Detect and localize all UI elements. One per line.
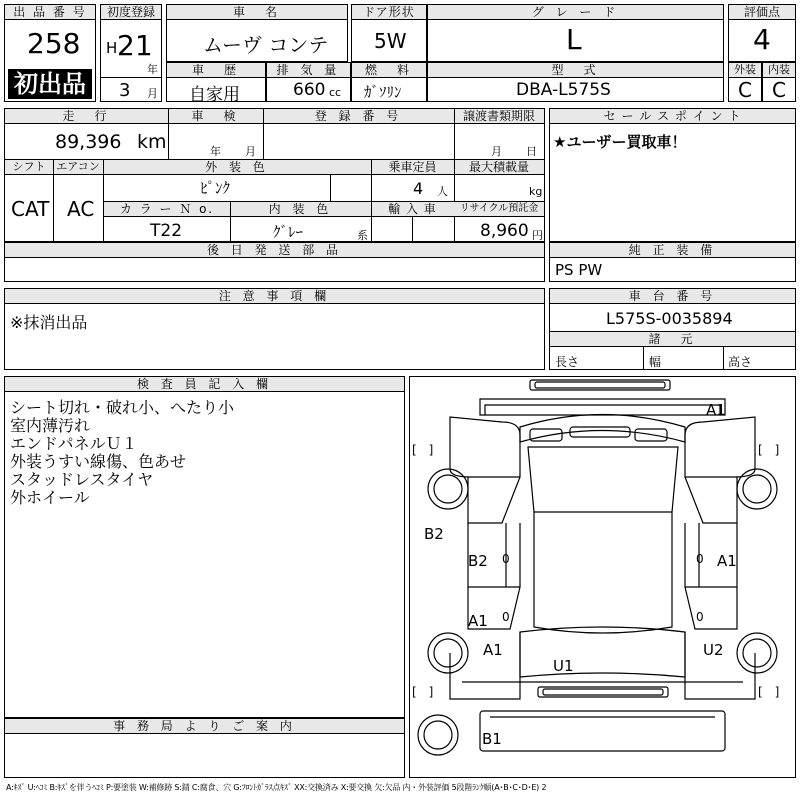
mark-rear-hatch: U1: [553, 657, 574, 675]
office-section: [4, 718, 405, 778]
grade-header: グ レ ー ド: [428, 5, 723, 20]
car-name-value: ムーヴ コンテ: [203, 33, 329, 57]
specs-length: 長さ: [555, 355, 580, 369]
mark-left-rear-fender: A1: [483, 641, 503, 659]
mark-right-front-door: A1: [717, 552, 737, 570]
exterior-color-value: ﾋﾟﾝｸ: [200, 179, 231, 197]
mark-zero: 0: [502, 552, 510, 566]
chassis-section: [549, 288, 796, 370]
office-header: 事 務 局 よ り ご 案 内: [5, 719, 404, 734]
car-outline: [410, 377, 795, 777]
exterior-grade-value: C: [738, 78, 752, 102]
inspection-year-unit: 年: [210, 145, 221, 158]
fuel-header: 燃 料: [352, 63, 426, 78]
interior-color-unit: 系: [357, 229, 368, 242]
capacity-header: 乗車定員: [371, 160, 454, 175]
history-header: 車 歴: [167, 63, 265, 78]
mark-right-rear-fender: U2: [703, 641, 724, 659]
fuel-value: ｶﾞｿﾘﾝ: [364, 83, 402, 101]
mileage-unit: km: [137, 131, 167, 153]
history-section: [166, 62, 266, 105]
score-value: 4: [753, 23, 771, 56]
score-header: 評価点: [729, 5, 795, 20]
later-parts-section: [4, 242, 545, 282]
genuine-equipment-section: [549, 242, 796, 282]
score-section: [728, 4, 796, 62]
max-load-unit: kg: [529, 185, 543, 198]
inspector-line: エンドパネルＵ１: [10, 434, 138, 453]
inspector-section: [4, 376, 405, 718]
notes-value: ※抹消出品: [10, 313, 88, 332]
mark-rear-bumper: B1: [482, 730, 502, 748]
displacement-section: [266, 62, 351, 102]
exterior-color-header: 外 装 色: [103, 160, 371, 175]
car-name-header: 車 名: [167, 5, 347, 20]
mark-left-rear-door: A1: [468, 612, 488, 630]
inspector-header: 検 査 員 記 入 欄: [5, 377, 404, 392]
transfer-month-unit: 月: [491, 145, 502, 158]
color-no-value: T22: [150, 221, 183, 241]
car-name-section: [166, 4, 348, 62]
recycle-value: 8,960: [480, 221, 529, 241]
exterior-grade-header: 外装: [729, 63, 761, 78]
aircon-value: AC: [67, 197, 95, 221]
sales-point-header: セ ー ル ス ポ イ ン ト: [550, 109, 795, 124]
specs-header: 諸 元: [550, 331, 795, 347]
shift-value: CAT: [11, 197, 50, 221]
interior-grade-section: [762, 62, 796, 102]
model-type-value: DBA-L575S: [516, 80, 611, 100]
inspection-header: 車 検: [168, 109, 263, 124]
notes-header: 注 意 事 項 欄: [5, 289, 544, 304]
model-type-section: [427, 62, 724, 102]
details-block: [4, 108, 545, 242]
inspector-line: スタッドレスタイヤ: [10, 470, 154, 489]
bracket-left-top: [ ]: [412, 443, 434, 457]
inspector-line: 外装うすい線傷、色あせ: [10, 452, 187, 471]
recycle-header: リサイクル預託金: [454, 202, 544, 217]
inspector-line: 室内薄汚れ: [10, 416, 91, 435]
notes-section: [4, 288, 545, 370]
mark-zero: 0: [696, 610, 704, 624]
car-diagram: [409, 376, 796, 778]
transfer-doc-header: 譲渡書類期限: [454, 109, 544, 124]
transfer-day-unit: 日: [526, 145, 537, 158]
history-value: 自家用: [189, 85, 240, 105]
bracket-right-bottom: [ ]: [758, 685, 780, 699]
inspector-line: シート切れ・破れ小、へたり小: [10, 398, 235, 417]
registration-month: 3: [119, 80, 131, 101]
bracket-left-bottom: [ ]: [412, 685, 434, 699]
bracket-right-top: [ ]: [758, 443, 780, 457]
interior-color-value: ｸﾞﾚｰ: [273, 223, 304, 241]
interior-color-header: 内 装 色: [230, 202, 371, 217]
lot-section: [4, 4, 96, 102]
inspector-line: 外ホイール: [10, 488, 90, 507]
reg-number-header: 登 録 番 号: [263, 109, 454, 124]
year-unit: 年: [147, 63, 158, 76]
specs-width: 幅: [649, 355, 662, 369]
registration-section: [100, 4, 162, 102]
door-section: [351, 4, 427, 62]
grade-section: [427, 4, 724, 62]
max-load-header: 最大積載量: [454, 160, 544, 175]
displacement-value: 660: [293, 80, 326, 100]
mark-front-right: A1: [706, 401, 726, 419]
mark-left-front-fender: B2: [424, 525, 444, 543]
lot-number: 258: [27, 27, 81, 60]
lot-header: 出 品 番 号: [5, 5, 95, 20]
registration-year: 21: [117, 29, 153, 62]
mark-left-front-door: B2: [468, 552, 488, 570]
registration-header: 初度登録: [101, 5, 161, 20]
inspection-month-unit: 月: [245, 145, 256, 158]
sales-point-value: ★ユーザー買取車！: [553, 133, 687, 151]
month-unit: 月: [147, 87, 158, 100]
mark-zero: 0: [696, 552, 704, 566]
chassis-value: L575S-0035894: [606, 309, 733, 328]
door-value: 5W: [374, 29, 407, 53]
fuel-section: [351, 62, 427, 102]
shift-header: シフト: [5, 160, 53, 175]
first-listing-badge: 初出品: [8, 69, 92, 99]
mark-zero: 0: [502, 610, 510, 624]
specs-height: 高さ: [728, 355, 753, 369]
mileage-header: 走 行: [5, 109, 168, 124]
interior-grade-header: 内装: [763, 63, 795, 78]
model-type-header: 型 式: [428, 63, 723, 78]
door-header: ドア形状: [352, 5, 426, 20]
displacement-header: 排 気 量: [267, 63, 350, 78]
mileage-value: 89,396: [55, 131, 122, 153]
chassis-header: 車 台 番 号: [550, 289, 795, 304]
interior-grade-value: C: [772, 78, 786, 102]
recycle-unit: 円: [532, 229, 543, 242]
legend: A:ｷｽﾞ U:ﾍｺﾐ B:ｷｽﾞを伴うﾍｺﾐ P:要塗装 W:補修跡 S:錆 C:腐食、穴 G:ﾌﾛﾝﾄｶﾞﾗｽ点ｷｽﾞ XX:交換済み X:要交換 欠:欠品 内・外装評価 5段階ﾗﾝｸ順(A･B･C･D･E) 2: [6, 783, 547, 792]
grade-value: L: [566, 23, 582, 56]
aircon-header: エアコン: [53, 160, 103, 175]
genuine-equipment-value: PS PW: [555, 261, 603, 279]
later-parts-header: 後 日 発 送 部 品: [5, 243, 544, 258]
capacity-unit: 人: [437, 185, 448, 198]
exterior-grade-section: [728, 62, 762, 102]
displacement-unit: cc: [329, 86, 342, 99]
color-no-header: カ ラ ー Ｎ o.: [104, 202, 230, 217]
era-label: H: [106, 39, 118, 57]
genuine-equipment-header: 純 正 装 備: [550, 243, 795, 258]
import-header: 輸 入 車: [371, 202, 454, 217]
sales-point-section: [549, 108, 796, 242]
capacity-value: 4: [413, 179, 424, 198]
